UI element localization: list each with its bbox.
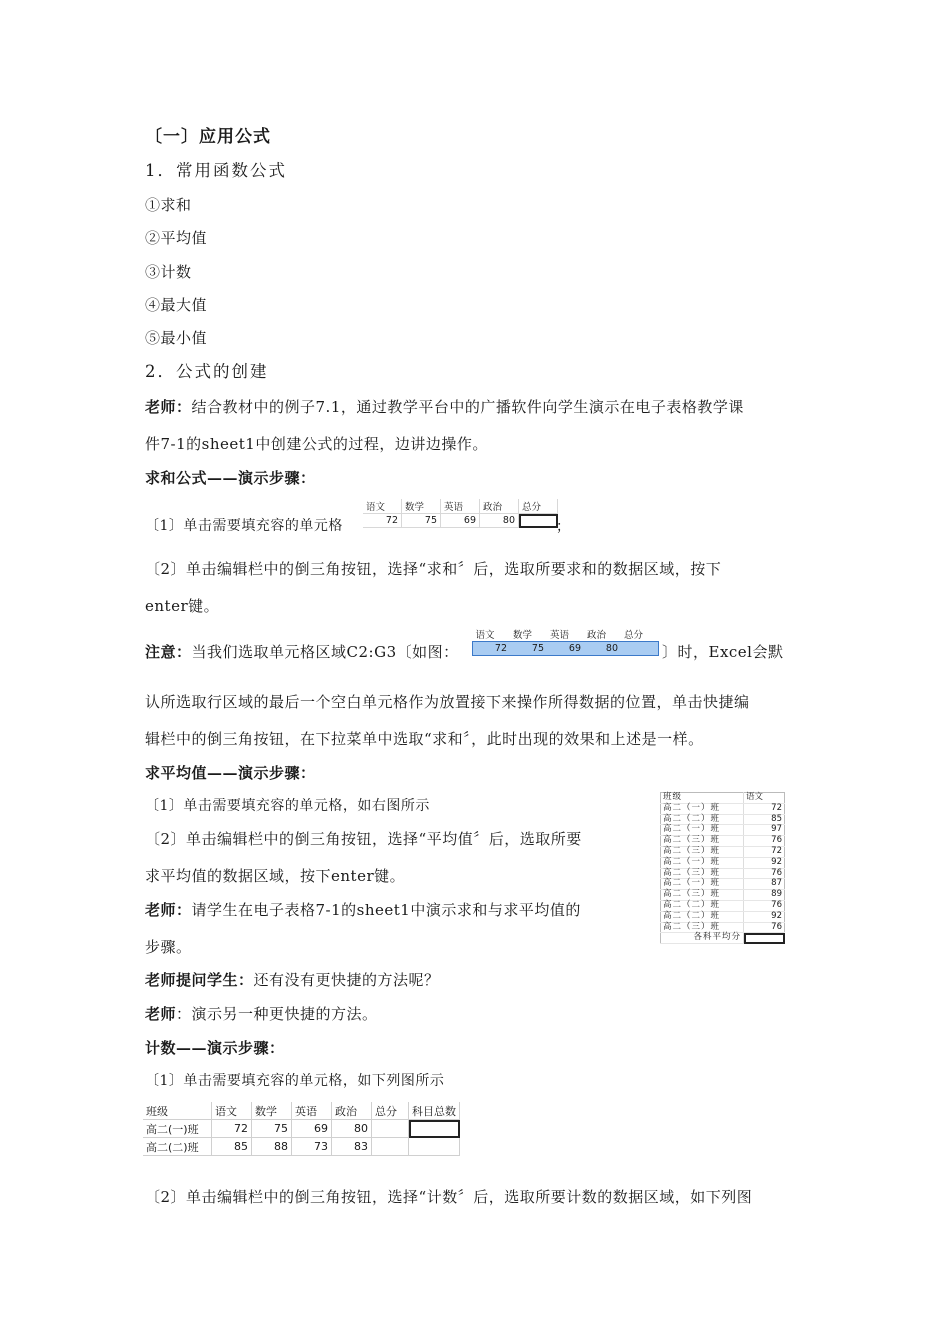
teacher-practice-text: 请学生在电子表格7-1的sheet1中演示求和与求平均值的 <box>191 901 581 919</box>
table-cell: 85 <box>212 1138 252 1156</box>
table-cell: 80 <box>480 514 519 528</box>
sum-step1-punct: ； <box>556 519 571 535</box>
table-cell: 高二（三）班 <box>661 868 744 879</box>
table-cell: 75 <box>510 642 547 656</box>
selected-range-row[interactable] <box>473 642 659 656</box>
table-cell: 72 <box>744 803 785 814</box>
table-header-cell: 班级 <box>661 793 744 804</box>
table-cell: 88 <box>252 1138 292 1156</box>
table-row <box>661 900 785 911</box>
note-mini-table <box>472 627 659 656</box>
heading-common-functions: 1．常用函数公式 <box>145 161 287 180</box>
teacher-demo-line <box>145 1004 378 1024</box>
table-cell: 92 <box>744 911 785 922</box>
teacher-practice-line2: 步骤。 <box>145 938 192 956</box>
table-cell: 72 <box>744 846 785 857</box>
question-text: 还有没有更快捷的方法呢？ <box>253 971 440 989</box>
sum-title: 求和公式——演示步骤： <box>145 469 316 487</box>
teacher-intro-line1 <box>145 397 744 417</box>
table-header-row <box>143 1102 460 1120</box>
table-cell <box>409 1138 460 1156</box>
selected-empty-cell[interactable] <box>519 514 558 528</box>
table-cell: 72 <box>363 514 402 528</box>
table-row <box>661 836 785 847</box>
note-label: 注意： <box>145 643 192 661</box>
table-cell: 高二（一）班 <box>661 825 744 836</box>
table-cell: 72 <box>473 642 511 656</box>
avg-mini-table <box>660 792 785 944</box>
table-cell: 80 <box>584 642 621 656</box>
count-mini-table <box>143 1102 460 1156</box>
table-cell: 85 <box>744 814 785 825</box>
table-header-cell: 英语 <box>292 1102 332 1120</box>
table-cell: 高二(一)班 <box>143 1120 212 1138</box>
teacher-practice-line1 <box>145 900 581 920</box>
question-label: 老师提问学生： <box>145 971 254 989</box>
table-header-cell: 语文 <box>744 793 785 804</box>
table-cell: 高二（一）班 <box>661 803 744 814</box>
selected-empty-cell[interactable] <box>409 1120 460 1138</box>
table-cell: 高二(二)班 <box>143 1138 212 1156</box>
table-row <box>661 911 785 922</box>
sum-step1: 〔1〕单击需要填充容的单元格 <box>145 518 343 534</box>
count-step1: 〔1〕单击需要填充容的单元格，如下列图所示 <box>145 1073 445 1089</box>
table-cell: 76 <box>744 868 785 879</box>
note-line1 <box>145 642 459 662</box>
table-cell: 高二（二）班 <box>661 900 744 911</box>
count-step2: 〔2〕单击编辑栏中的倒三角按钮，选择“计数〞后，选取所要计数的数据区域，如下列图 <box>145 1188 753 1206</box>
note-line3: 辑栏中的倒三角按钮，在下拉菜单中选取“求和〞，此时出现的效果和上述是一样。 <box>145 730 704 748</box>
section-title: 〔一〕应用公式 <box>145 127 271 147</box>
table-cell: 高二（一）班 <box>661 857 744 868</box>
table-cell: 92 <box>744 857 785 868</box>
note-text-after: 〕时，Excel会默 <box>662 643 784 661</box>
table-cell: 高二（三）班 <box>661 836 744 847</box>
table-cell: 72 <box>212 1120 252 1138</box>
selected-empty-cell[interactable] <box>744 933 785 944</box>
table-cell: 76 <box>744 836 785 847</box>
table-cell: 69 <box>292 1120 332 1138</box>
table-cell: 89 <box>744 890 785 901</box>
table-header-cell: 科目总数 <box>409 1102 460 1120</box>
table-row <box>661 803 785 814</box>
table-cell <box>621 642 659 656</box>
table-header-cell: 总分 <box>624 630 644 641</box>
count-title: 计数——演示步骤： <box>145 1039 285 1057</box>
table-header-cell: 英语 <box>550 630 570 641</box>
table-header-row <box>363 499 558 514</box>
avg-title: 求平均值——演示步骤： <box>145 764 316 782</box>
table-header-cell: 语文 <box>363 499 402 514</box>
table-header-cell: 政治 <box>587 630 607 641</box>
table-header-cell: 班级 <box>143 1102 212 1120</box>
table-row <box>143 1120 460 1138</box>
table-cell: 75 <box>252 1120 292 1138</box>
table-cell: 83 <box>332 1138 372 1156</box>
table-header-cell: 语文 <box>475 630 495 641</box>
table-cell: 高二（一）班 <box>661 879 744 890</box>
table-cell: 73 <box>292 1138 332 1156</box>
table-header-row <box>473 627 659 642</box>
table-cell: 76 <box>744 900 785 911</box>
table-header-cell: 数学 <box>252 1102 292 1120</box>
teacher-demo-text: ：演示另一种更快捷的方法。 <box>176 1005 378 1023</box>
table-cell: 97 <box>744 825 785 836</box>
average-label: 各科平均分 <box>661 933 744 944</box>
table-header-cell: 政治 <box>480 499 519 514</box>
table-row <box>661 857 785 868</box>
table-cell: 高二（二）班 <box>661 814 744 825</box>
avg-step2-line2: 求平均值的数据区域，按下enter键。 <box>145 867 406 885</box>
table-header-row <box>661 793 785 804</box>
table-cell: 高二（三）班 <box>661 922 744 933</box>
function-item: ②平均值 <box>145 229 208 247</box>
table-cell <box>372 1138 409 1156</box>
table-row <box>363 514 558 528</box>
teacher-label: 老师 <box>145 1005 177 1023</box>
function-item: ①求和 <box>145 196 192 214</box>
table-row <box>661 846 785 857</box>
table-header-cell: 总分 <box>519 499 558 514</box>
table-header-cell: 英语 <box>441 499 480 514</box>
question-line <box>145 970 440 990</box>
sum-step2-line1: 〔2〕单击编辑栏中的倒三角按钮，选择“求和〞后，选取所要求和的数据区域，按下 <box>145 560 722 578</box>
teacher-label: 老师： <box>145 901 192 919</box>
table-header-cell: 语文 <box>212 1102 252 1120</box>
table-header-cell: 数学 <box>402 499 441 514</box>
table-header-cell: 总分 <box>372 1102 409 1120</box>
table-cell: 87 <box>744 879 785 890</box>
table-header-cell: 政治 <box>332 1102 372 1120</box>
note-line2: 认所选取行区域的最后一个空白单元格作为放置接下来操作所得数据的位置，单击快捷编 <box>145 693 750 711</box>
table-cell <box>372 1120 409 1138</box>
sum-step2-line2: enter键。 <box>145 597 220 615</box>
teacher-intro-line2: 件7-1的sheet1中创建公式的过程，边讲边操作。 <box>145 435 488 453</box>
heading-formula-creation: 2．公式的创建 <box>145 362 269 381</box>
table-cell: 69 <box>547 642 584 656</box>
function-item: ⑤最小值 <box>145 329 208 347</box>
function-item: ④最大值 <box>145 296 208 314</box>
table-cell: 76 <box>744 922 785 933</box>
table-header-cell: 数学 <box>513 630 533 641</box>
table-cell: 高二（三）班 <box>661 846 744 857</box>
table-cell: 高二（三）班 <box>661 890 744 901</box>
table-cell: 75 <box>402 514 441 528</box>
sum-mini-table <box>363 499 558 528</box>
teacher-label: 老师： <box>145 398 192 416</box>
table-cell: 69 <box>441 514 480 528</box>
avg-step1: 〔1〕单击需要填充容的单元格，如右图所示 <box>145 798 430 814</box>
table-cell: 高二（二）班 <box>661 911 744 922</box>
table-cell: 80 <box>332 1120 372 1138</box>
function-item: ③计数 <box>145 263 192 281</box>
teacher-intro-text: 结合教材中的例子7.1，通过教学平台中的广播软件向学生演示在电子表格教学课 <box>191 398 744 416</box>
note-text-before: 当我们选取单元格区域C2:G3〔如图： <box>191 643 459 661</box>
table-row <box>143 1138 460 1156</box>
table-footer-row <box>661 933 785 944</box>
table-row <box>661 890 785 901</box>
avg-step2-line1: 〔2〕单击编辑栏中的倒三角按钮，选择“平均值〞后，选取所要 <box>145 830 582 848</box>
